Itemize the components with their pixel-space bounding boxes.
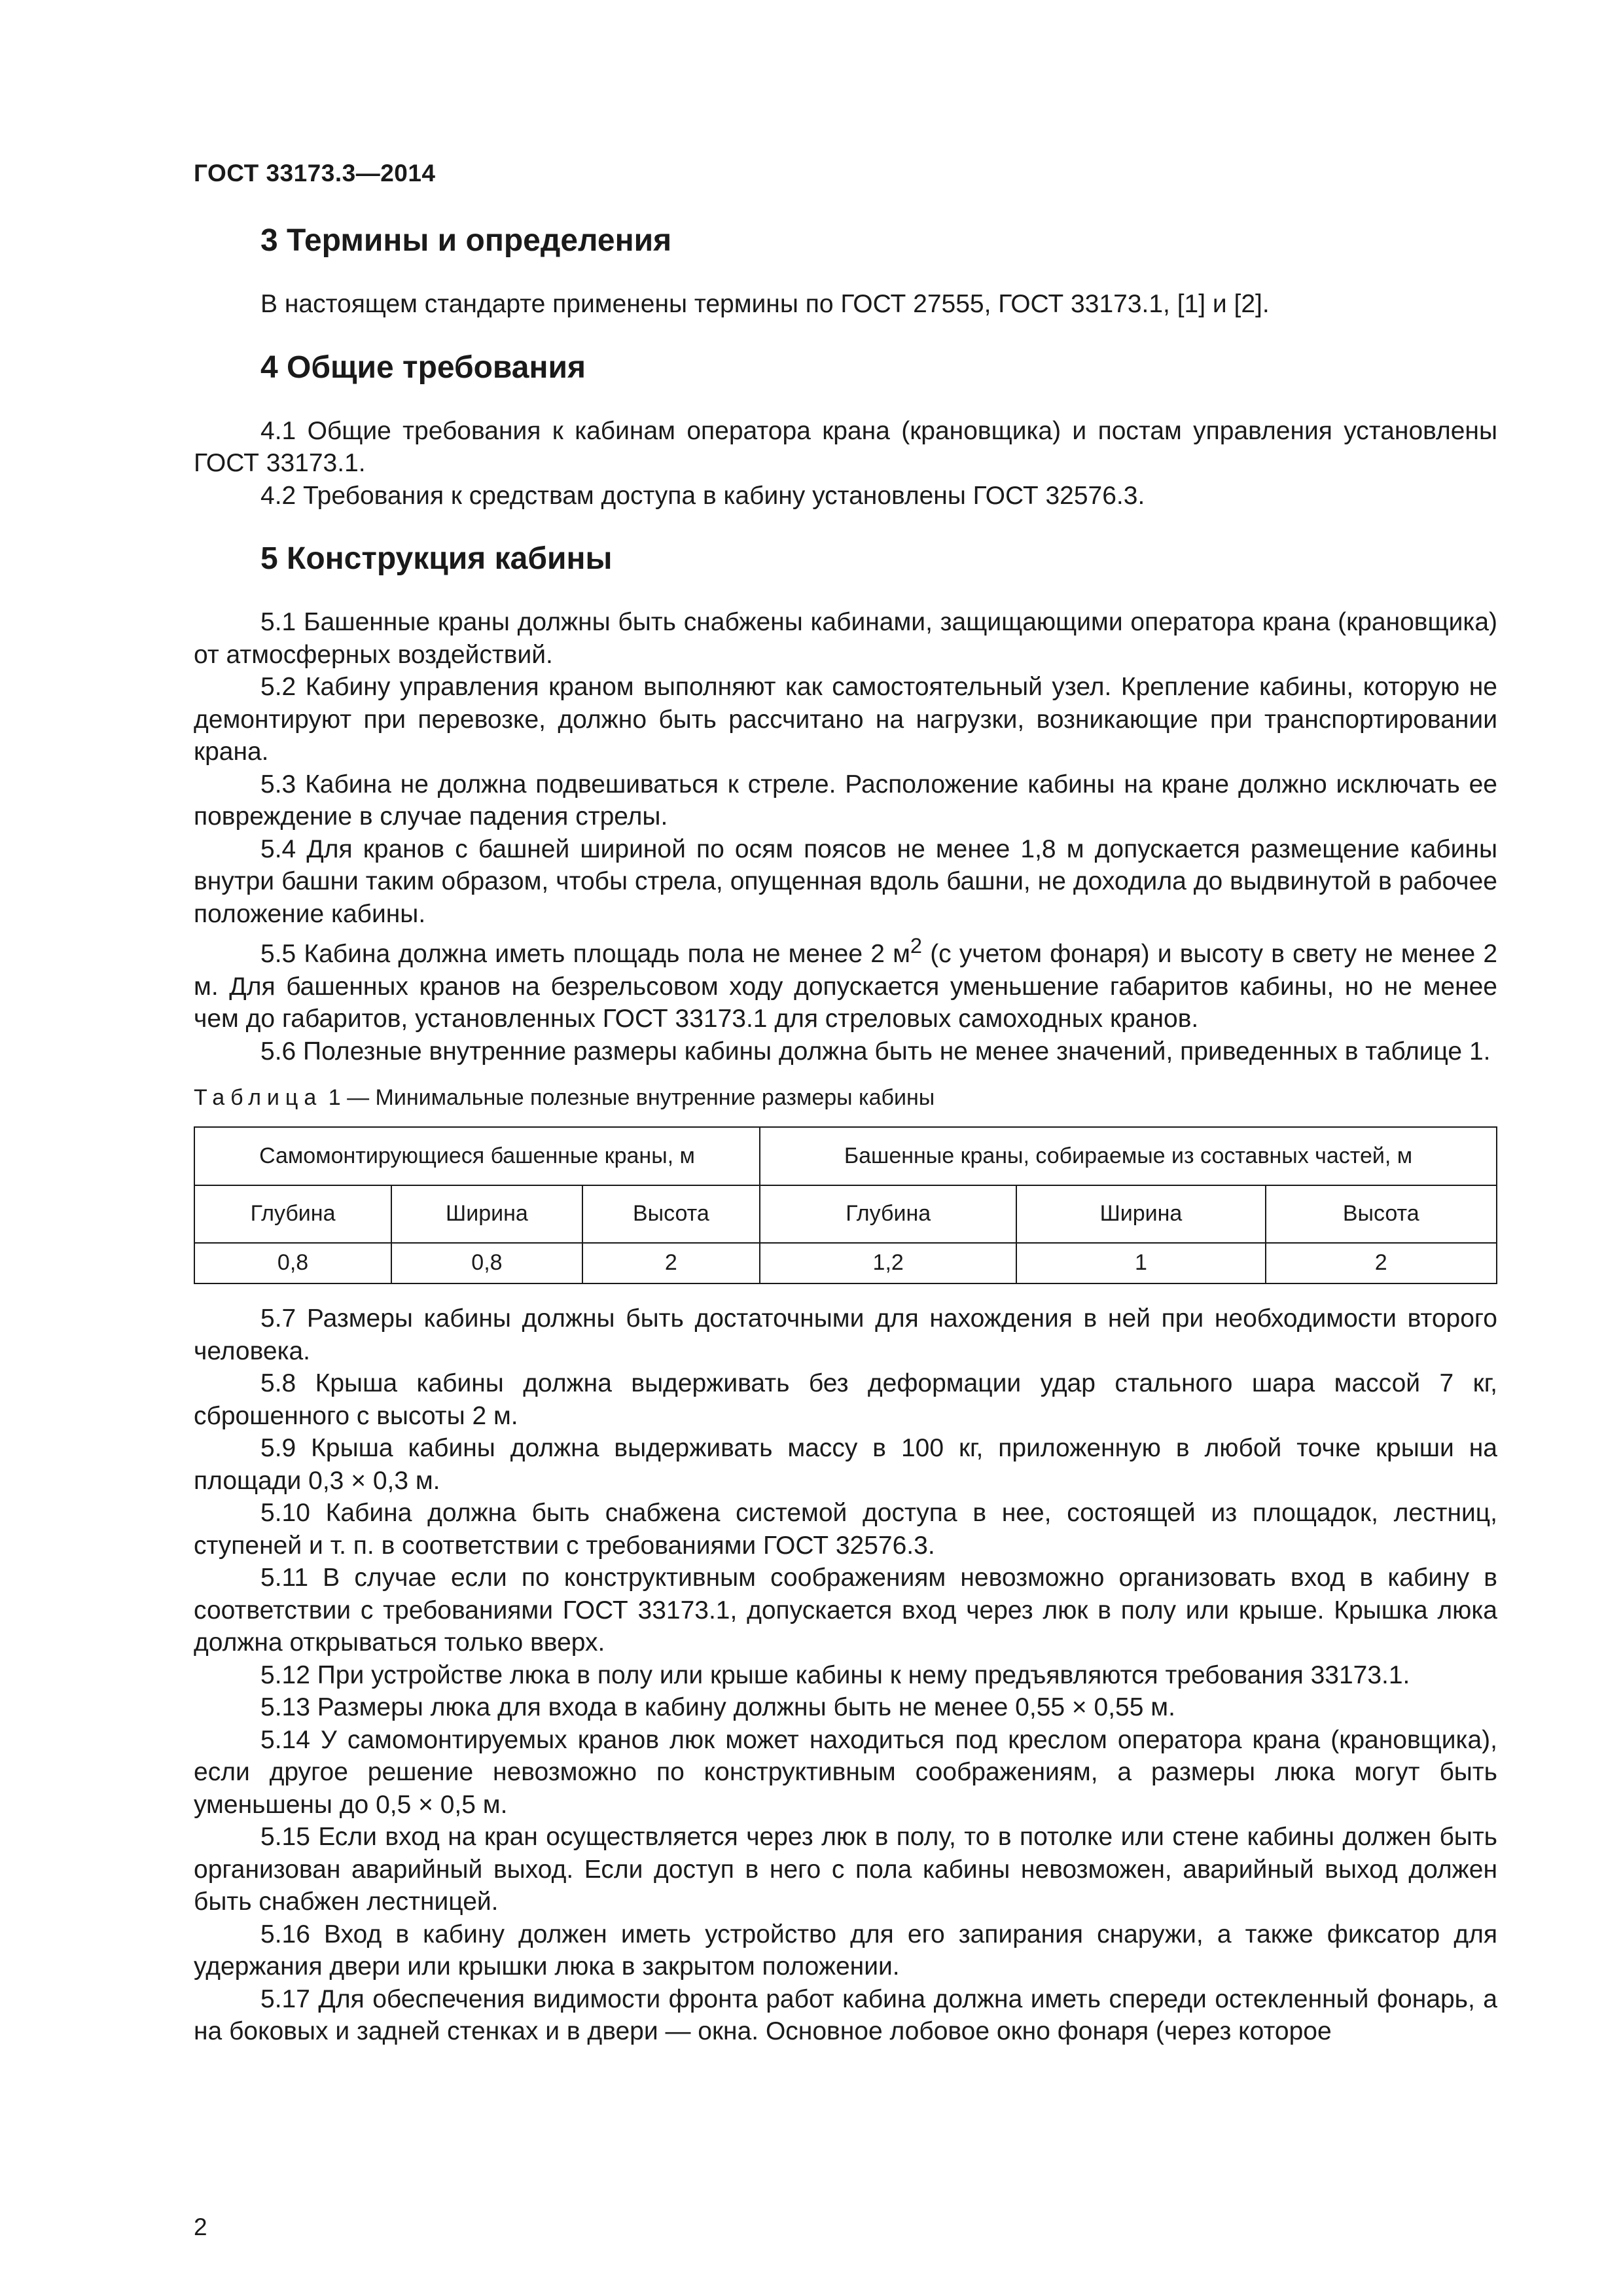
paragraph-5-12: 5.12 При устройстве люка в полу или крыше кабины к нему предъявляются требования 33173.1. — [260, 1660, 1410, 1689]
paragraph-5-8: 5.8 Крыша кабины должна выдерживать без деформации удар стального шара массой 7 кг, сброшенного с высоты 2 м. — [194, 1369, 1497, 1430]
paragraph-5-7: 5.7 Размеры кабины должны быть достаточными для нахождения в ней при необходимости второго человека. — [194, 1304, 1497, 1365]
table-cell: 2 — [582, 1243, 760, 1283]
table-group-header-row — [194, 1127, 1497, 1185]
paragraph-5-13: 5.13 Размеры люка для входа в кабину должны быть не менее 0,55 × 0,55 м. — [260, 1693, 1175, 1721]
section-3-paragraph: В настоящем стандарте применены термины по ГОСТ 27555, ГОСТ 33173.1, [1] и [2]. — [260, 290, 1270, 318]
table-group-header: Самомонтирующиеся башенные краны, м — [194, 1127, 760, 1185]
table-header-cell: Глубина — [760, 1185, 1016, 1243]
table-header-cell: Глубина — [194, 1185, 391, 1243]
paragraph-5-5 — [194, 930, 1497, 1035]
paragraph-4-2: 4.2 Требования к средствам доступа в кабину установлены ГОСТ 32576.3. — [260, 481, 1145, 510]
paragraph-4-1: 4.1 Общие требования к кабинам оператора крана (крановщика) и постам управления установлены ГОСТ 33173.1. — [194, 416, 1497, 477]
section-3-title: 3 Термины и определения — [260, 223, 672, 258]
paragraph-5-4: 5.4 Для кранов с башней шириной по осям поясов не менее 1,8 м допускается размещение кабины внутри башни таким образом, чтобы стрела, опущенная вдоль башни, не доходила до выдвинутой в рабочее положение кабины. — [194, 834, 1497, 928]
table-cell: 1 — [1016, 1243, 1265, 1283]
table-header-cell: Ширина — [391, 1185, 582, 1243]
paragraph-5-5-part1: 5.5 Кабина должна иметь площадь пола не менее 2 м — [260, 940, 910, 968]
table-header-row — [194, 1185, 1497, 1243]
table-header-cell: Ширина — [1016, 1185, 1265, 1243]
page-content — [194, 221, 1497, 2048]
paragraph-5-3: 5.3 Кабина не должна подвешиваться к стреле. Расположение кабины на кране должно исключать ее повреждение в случае падения стрелы. — [194, 770, 1497, 831]
table-cell: 2 — [1266, 1243, 1497, 1283]
document-id: ГОСТ 33173.3—2014 — [194, 160, 436, 187]
paragraph-5-2: 5.2 Кабину управления краном выполняют как самостоятельный узел. Крепление кабины, которую не демонтируют при перевозке, должно быть рассчитано на нагрузки, возникающие при транспортировании крана. — [194, 673, 1497, 766]
table-caption — [194, 1083, 1497, 1112]
paragraph-5-15: 5.15 Если вход на кран осуществляется через люк в полу, то в потолке или стене кабины должен быть организован аварийный выход. Если доступ в него с пола кабины невозможен, аварийный выход должен быть снабжен лестницей. — [194, 1823, 1497, 1916]
table-cell: 0,8 — [391, 1243, 582, 1283]
paragraph-5-14: 5.14 У самомонтируемых кранов люк может находиться под креслом оператора крана (крановщика), если другое решение невозможно по конструктивным соображениям, а размеры люка могут быть уменьшены до 0,5 × 0,5 м. — [194, 1725, 1497, 1819]
paragraph-5-5-part2: (с учетом фонаря) и высоту в свету не менее 2 м. Для башенных кранов на безрельсовом ходу допускается уменьшение габаритов кабины, но не менее чем до габаритов, установленных ГОСТ 33173.1 для стреловых самоходных кранов. — [194, 940, 1498, 1033]
table-caption-text: 1 — Минимальные полезные внутренние размеры кабины — [322, 1085, 935, 1110]
superscript: 2 — [910, 934, 922, 958]
dimensions-table — [194, 1126, 1497, 1284]
section-4-title: 4 Общие требования — [260, 350, 586, 385]
table-caption-label: Таблица — [194, 1085, 323, 1110]
table-group-header: Башенные краны, собираемые из составных частей, м — [760, 1127, 1497, 1185]
paragraph-5-11: 5.11 В случае если по конструктивным соображениям невозможно организовать вход в кабину в соответствии с требованиями ГОСТ 33173.1, допускается вход через люк в полу или крыше. Крышка люка должна открываться только вверх. — [194, 1564, 1497, 1657]
paragraph-5-16: 5.16 Вход в кабину должен иметь устройство для его запирания снаружи, а также фиксатор для удержания двери или крышки люка в закрытом положении. — [194, 1920, 1497, 1981]
paragraph-5-10: 5.10 Кабина должна быть снабжена системой доступа в нее, состоящей из площадок, лестниц, ступеней и т. п. в соответствии с требованиями ГОСТ 32576.3. — [194, 1499, 1497, 1560]
paragraph-5-9: 5.9 Крыша кабины должна выдерживать массу в 100 кг, приложенную в любой точке крыши на площади 0,3 × 0,3 м. — [194, 1434, 1497, 1495]
section-5-title: 5 Конструкция кабины — [260, 541, 613, 576]
page-number: 2 — [194, 2214, 207, 2240]
table-cell: 0,8 — [194, 1243, 391, 1283]
table-header-cell: Высота — [582, 1185, 760, 1243]
paragraph-5-6: 5.6 Полезные внутренние размеры кабины должна быть не менее значений, приведенных в таблице 1. — [260, 1037, 1491, 1066]
paragraph-5-17: 5.17 Для обеспечения видимости фронта работ кабина должна иметь спереди остекленный фонарь, а на боковых и задней стенках и в двери — окна. Основное лобовое окно фонаря (через которое — [194, 1984, 1497, 2045]
table-row — [194, 1243, 1497, 1283]
paragraph-5-1: 5.1 Башенные краны должны быть снабжены кабинами, защищающими оператора крана (крановщика) от атмосферных воздействий. — [194, 608, 1497, 669]
table-cell: 1,2 — [760, 1243, 1016, 1283]
table-header-cell: Высота — [1266, 1185, 1497, 1243]
